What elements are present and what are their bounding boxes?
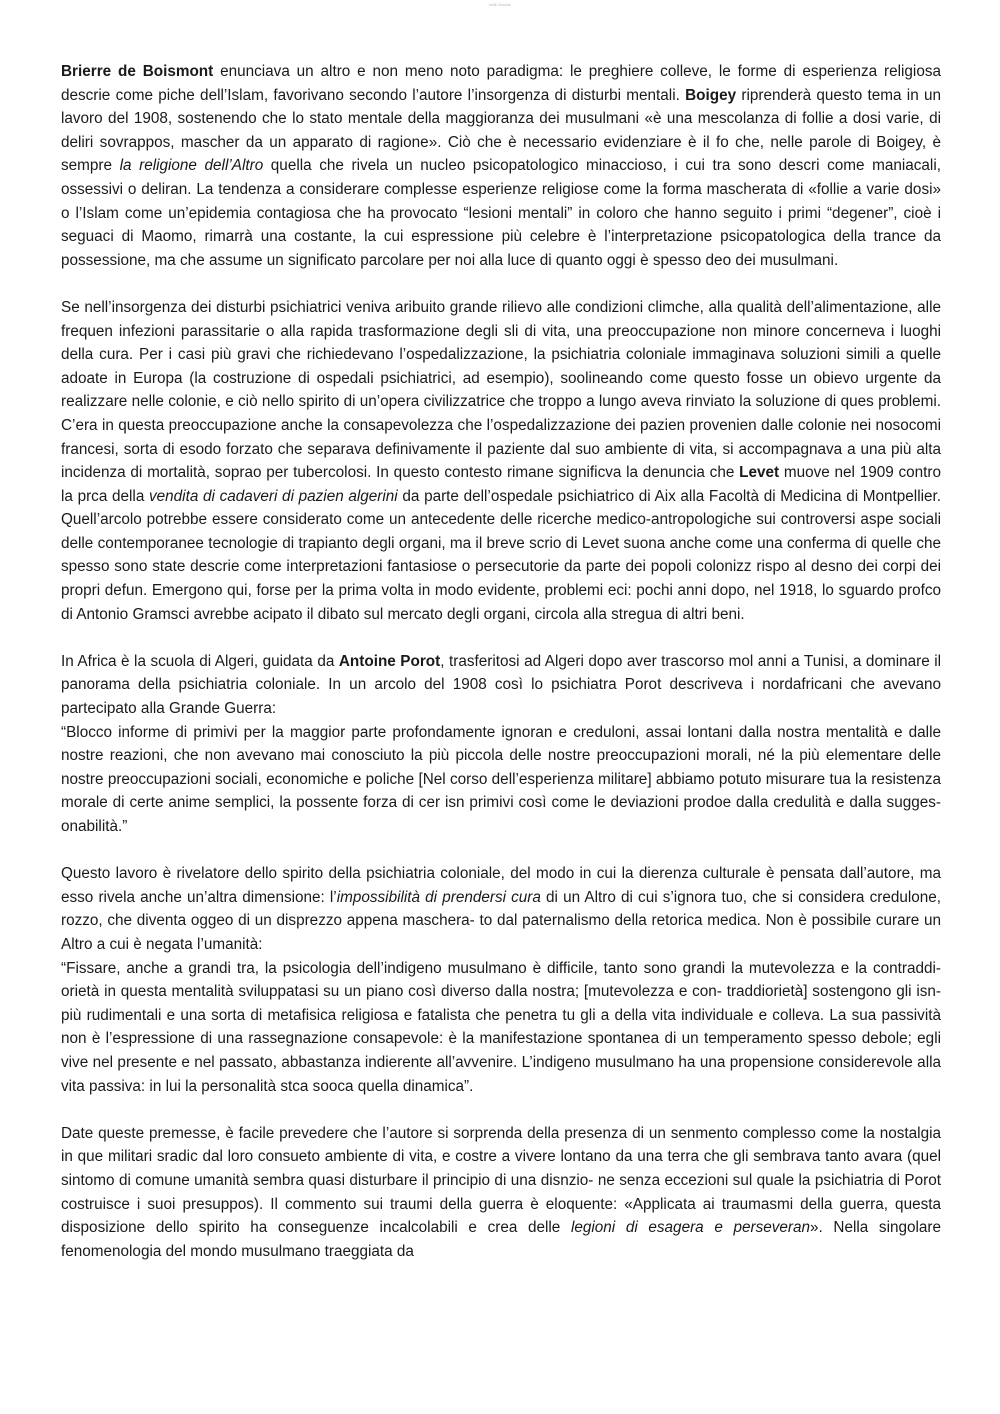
article-body bbox=[61, 60, 941, 1287]
paragraph-3 bbox=[61, 650, 941, 839]
paragraph-2-text-c: da parte dell’ospedale psichiatrico di Aix alla Facoltà di Medicina di Montpellier. Quell’arcolo potrebbe essere considerato come un antecedente delle ricerche medico-antropologiche sui controversi aspe sociali delle contemporanee tecnologie di trapianto degli organi, ma il breve scrio di Levet suona anche come una conferma di quelle che spesso sono state descrie come interpretazioni fantasiose o persecutorie da parte dei popoli colonizz rispo al desno dei corpi dei propri defun. Emergono qui, forse per la prima volta in modo evidente, problemi eci: pochi anni dopo, nel 1918, lo sguardo profco di Antonio Gramsci avrebbe acipato il dibato sul mercato degli organi, circola alla stregua di altri beni. bbox=[61, 487, 941, 623]
running-header: Iubilì Davide bbox=[488, 2, 511, 7]
paragraph-1-text-c: quella che rivela un nucleo psicopatologico minaccioso, i cui tra sono descri come maniacali, ossessivi o deliran. La tendenza a considerare complesse esperienze religiose come la forma mascherata di «follie a varie dosi» o l’Islam come un’epidemia contagiosa che ha provocato “lesioni mentali” in coloro che hanno seguito i primi “degener”, cioè i seguaci di Maomo, rimarrà una costante, la cui espressione più celebre è l’interpretazione psicopatologica della trance da possessione, ma che assume un significato parcolare per noi alla luce di quanto oggi è spesso deo dei musulmani. bbox=[61, 157, 941, 269]
paragraph-1 bbox=[61, 60, 941, 272]
quote-porot-1908: “Blocco informe di primivi per la maggior parte profondamente ignoran e creduloni, assai lontani dalla nostra mentalità e dalle nostre reazioni, che non avevano mai conosciuto la più piccola delle nostre preoccupazioni morali, né la più elementare delle nostre preoccupazioni sociali, economiche e poliche [Nel corso dell’esperienza militare] abbiamo potuto misurare tua la resistenza morale di certe anime semplici, la possente forza di cer isn primivi così come le deviazioni prodoe dalla credulità e dalla suggesonabilità.” bbox=[61, 723, 941, 835]
paragraph-5-text-b: ». Nella singolare fenomenologia del mondo musulmano traeggiata da bbox=[61, 1219, 942, 1260]
paragraph-2-text-b: muove nel 1909 contro la prca della bbox=[61, 464, 942, 505]
author-name-porot: Antoine Porot bbox=[338, 652, 441, 670]
paragraph-1-text-a: enunciava un altro e non meno noto paradigma: le preghiere colleve, le forme di esperienza religiosa descrie come piche dell’Islam, favorivano secondo l’autore l’insorgenza di disturbi mentali. bbox=[61, 63, 941, 104]
paragraph-4-text-b: di un Altro di cui s’ignora tuo, che si considera credulone, rozzo, che diventa oggeo di un disprezzo appena maschera- to dal paternalismo della retorica medica. Non è possibile curare un Altro a cui è negata l’umanità: bbox=[61, 888, 942, 953]
paragraph-5 bbox=[61, 1122, 941, 1264]
paragraph-2 bbox=[61, 296, 941, 626]
emphasis-vendita-cadaveri: vendita di cadaveri di pazien algerini bbox=[149, 487, 398, 505]
paragraph-4-text-a: Questo lavoro è rivelatore dello spirito della psichiatria coloniale, del modo in cui la dierenza culturale è pensata dall’autore, ma esso rivela anche un’altra dimensione: l’ bbox=[61, 865, 941, 906]
author-name-boigey: Boigey bbox=[685, 86, 737, 104]
author-name-brierre: Brierre de Boismont bbox=[61, 63, 214, 80]
emphasis-impossibilita-cura: impossibilità di prendersi cura bbox=[336, 888, 541, 906]
paragraph-5-text-a: Date queste premesse, è facile prevedere che l’autore si sorprenda della presenza di un senmento complesso come la nostalgia in que militari sradic dal loro consueto ambiente di vita, e costre a vivere lontano da una terra che gli sembrava tanto avara (quel sintomo di comune umanità sembra quasi disturbare il principio di una disnzio- ne senza eccezioni sul quale la psichiatria di Porot costruisce i suoi presuppos). Il commento sui traumi della guerra è eloquente: «Applicata ai traumasmi della guerra, questa disposizione dello spirito ha conseguenze incalcolabili e crea delle bbox=[61, 1124, 941, 1237]
paragraph-3-text-a: In Africa è la scuola di Algeri, guidata da bbox=[61, 652, 339, 670]
emphasis-religione-altro: la religione dell’Altro bbox=[119, 157, 264, 175]
author-name-levet: Levet bbox=[739, 464, 780, 482]
quote-porot-psicologia: “Fissare, anche a grandi tra, la psicologia dell’indigeno musulmano è difficile, tanto sono grandi la mutevolezza e la contraddiorietà in questa mentalità sviluppatasi su un piano così diverso dalla nostra; [mutevolezza e con- traddiorietà] sostengono gli isn più rudimentali e una sorta di metafisica religiosa e fatalista che penetra tu gli a della vita individuale e colleva. La sua passività non è l’espressione di una rassegnazione consapevole: è la manifestazione spontanea di un temperamento spesso debole; egli vive nel presente e nel passato, abbastanza indierente all’avvenire. L’indigeno musulmano ha una propensione considerevole alla vita passiva: in lui la personalità stca sooca quella dinamica”. bbox=[61, 959, 941, 1095]
paragraph-4 bbox=[61, 862, 941, 1098]
paragraph-3-text-b: , trasferitosi ad Algeri dopo aver trascorso mol anni a Tunisi, a dominare il panorama della psichiatria coloniale. In un arcolo del 1908 così lo psichiatra Porot descriveva i nordafricani che avevano partecipato alla Grande Guerra: bbox=[61, 652, 942, 718]
paragraph-2-text-a: Se nell’insorgenza dei disturbi psichiatrici veniva aribuito grande rilievo alle condizioni climche, alla qualità dell’alimentazione, alle frequen infezioni parassitarie o alla rapida trasformazione degli sli di vita, una preoccupazione non minore concerneva i luoghi della cura. Per i casi più gravi che richiedevano l’ospedalizzazione, la psichiatria coloniale immaginava soluzioni simili a quelle adoate in Europa (la costruzione di ospedali psichiatrici, ad esempio), soolineando come questo fosse un obievo urgente da realizzare nelle colonie, e ciò nello spirito di un’opera civilizzatrice che troppo a lungo aveva rinviato la soluzione di ques problemi. C’era in questa preoccupazione anche la consapevolezza che l’ospedalizzazione dei pazien provenien dalle colonie nei nosocomi francesi, sorta di esodo forzato che separava definivamente il paziente dal suo ambiente di vita, si accompagnava a una più alta incidenza di mortalità, soprao per tubercolosi. In questo contesto rimane significva la denuncia che bbox=[61, 298, 941, 482]
emphasis-legioni: legioni di esagera e perseveran bbox=[570, 1219, 811, 1237]
paragraph-1-text-b: riprenderà questo tema in un lavoro del 1908, sostenendo che lo stato mentale della maggioranza dei musulmani «è una mescolanza di follie a dosi varie, di deliri sovrappos, mascher da un apparato di ragione». Ciò che è necessario evidenziare è il fo che, nelle parole di Boigey, è sempre bbox=[61, 86, 941, 175]
